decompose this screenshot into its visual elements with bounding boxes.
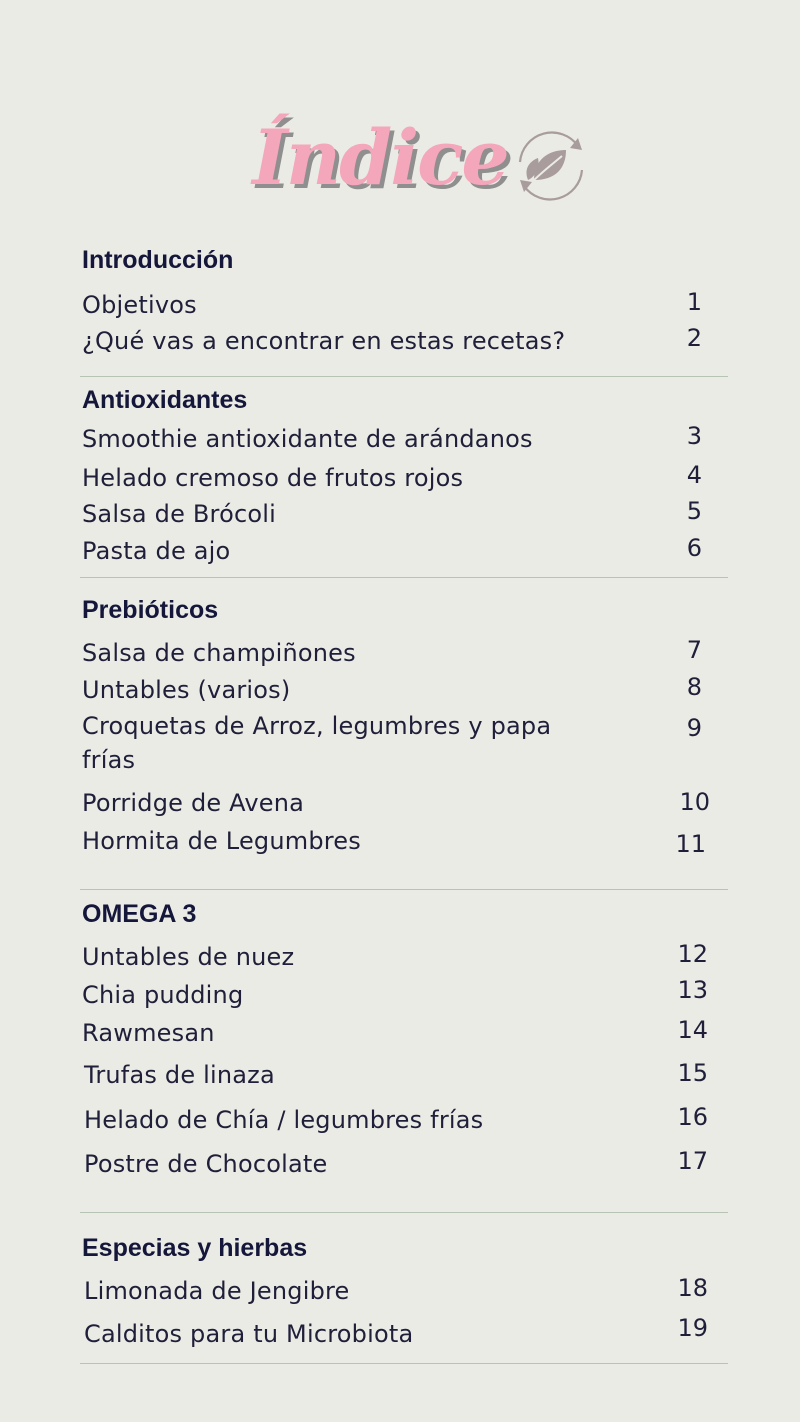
toc-item[interactable]: Salsa de champiñones [82,639,356,667]
toc-item[interactable]: Smoothie antioxidante de arándanos [82,425,533,453]
toc-page-number: 3 [686,422,702,450]
toc-page-number: 14 [677,1016,708,1044]
toc-page-number: 15 [677,1059,708,1087]
toc-item[interactable]: Limonada de Jengibre [84,1277,350,1305]
section-divider [80,376,728,377]
toc-item[interactable]: Untables (varios) [82,676,291,704]
toc-page-number: 6 [686,534,702,562]
toc-item[interactable]: Salsa de Brócoli [82,500,276,528]
toc-page-number: 8 [686,673,702,701]
toc-item[interactable]: Untables de nuez [82,943,295,971]
page-title-area [0,108,800,218]
section-heading-antioxidantes: Antioxidantes [82,386,248,414]
toc-page-number: 1 [686,288,702,316]
toc-item[interactable]: Helado de Chía / legumbres frías [84,1106,484,1134]
toc-page-number: 11 [675,830,706,858]
toc-page-number: 7 [686,636,702,664]
toc-page-number: 5 [686,497,702,525]
toc-item[interactable]: Croquetas de Arroz, legumbres y papa frías [82,712,552,774]
section-heading-especias: Especias y hierbas [82,1234,308,1262]
toc-item[interactable]: Hormita de Legumbres [82,827,361,855]
toc-page-number: 18 [677,1274,708,1302]
leaf-recycle-icon [506,120,596,210]
toc-page-number: 19 [677,1314,708,1342]
toc-item[interactable]: Objetivos [82,291,197,319]
toc-item[interactable]: Trufas de linaza [84,1061,275,1089]
toc-page-number: 16 [677,1103,708,1131]
section-divider [80,1212,728,1213]
toc-page-number: 9 [686,714,702,742]
toc-item[interactable]: ¿Qué vas a encontrar en estas recetas? [82,327,566,355]
toc-page-number: 2 [686,324,702,352]
toc-page-number: 4 [686,461,702,489]
toc-page-number: 13 [677,976,708,1004]
section-heading-introduccion: Introducción [82,246,234,274]
section-divider [80,1363,728,1364]
section-divider [80,889,728,890]
toc-item[interactable]: Pasta de ajo [82,537,231,565]
toc-item[interactable]: Rawmesan [82,1019,215,1047]
toc-page-number: 17 [677,1147,708,1175]
page-title: Índice [252,113,508,202]
toc-item[interactable]: Porridge de Avena [82,789,305,817]
toc-item[interactable]: Chia pudding [82,981,244,1009]
section-heading-prebioticos: Prebióticos [82,596,219,624]
toc-item[interactable]: Postre de Chocolate [84,1150,328,1178]
section-heading-omega-3: OMEGA 3 [82,900,197,928]
toc-page-number: 10 [679,788,710,816]
toc-item[interactable]: Helado cremoso de frutos rojos [82,464,464,492]
toc-page-number: 12 [677,940,708,968]
section-divider [80,577,728,578]
toc-item[interactable]: Calditos para tu Microbiota [84,1320,414,1348]
